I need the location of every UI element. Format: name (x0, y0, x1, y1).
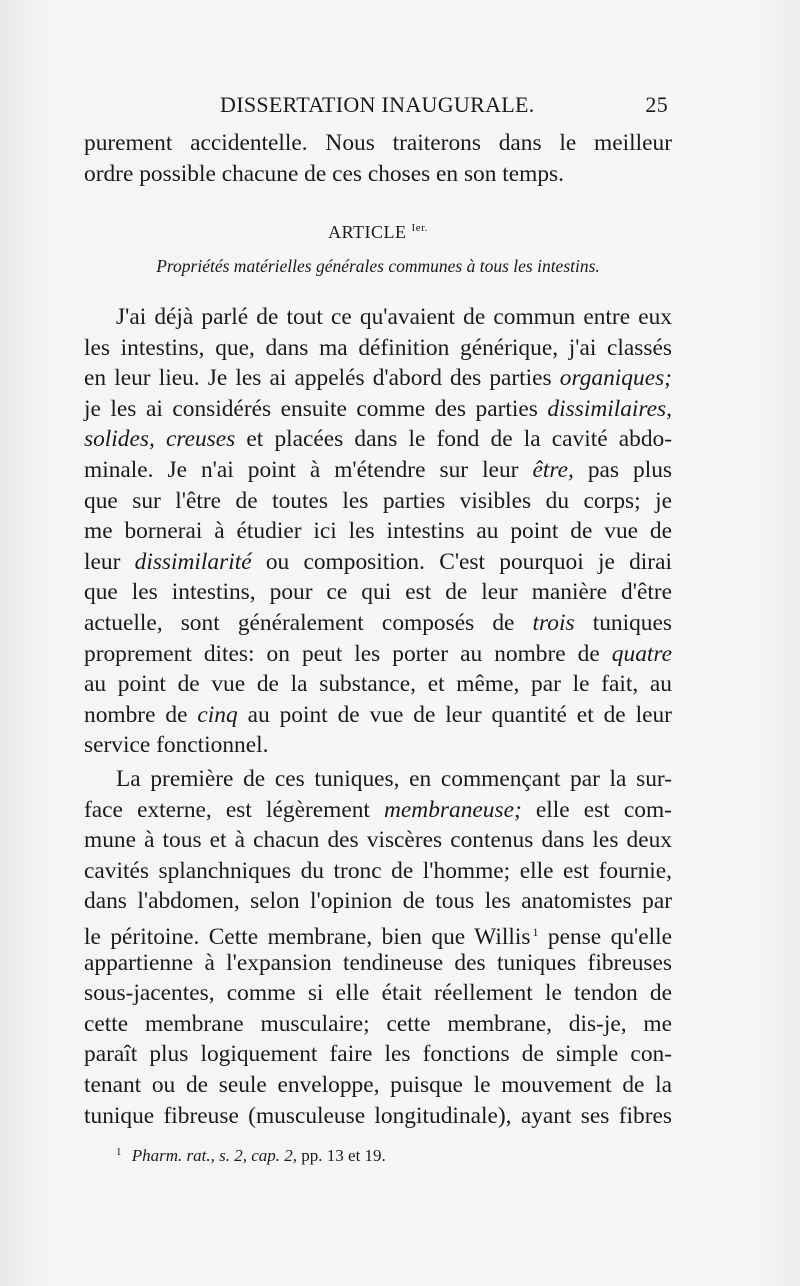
text-line: les intestins, que, dans ma définition générique, j'ai classés (84, 334, 672, 361)
text-line: dans l'abdomen, selon l'opinion de tous les anatomistes par (84, 888, 672, 915)
article-subtitle: Propriétés matérielles générales communes à tous les intestins. (156, 256, 600, 276)
text-line: que sur l'être de toutes les parties visibles du corps; je (84, 487, 672, 514)
text-line: leur dissimilarité ou composition. C'est pourquoi je dirai (84, 548, 672, 575)
paragraph-2 (84, 764, 672, 1131)
footnote-ref: 1 (532, 924, 539, 939)
intro-text (84, 128, 672, 189)
text-line: nombre de cinq au point de vue de leur quantité et de leur (84, 701, 672, 728)
text-line: que les intestins, pour ce qui est de leur manière d'être (84, 579, 672, 606)
text-line: cavités splanchniques du tronc de l'homme; elle est fournie, (84, 857, 672, 884)
text-line: en leur lieu. Je les ai appelés d'abord des parties organiques; (84, 365, 672, 392)
text-line: minale. Je n'ai point à m'étendre sur leur être, pas plus (84, 456, 673, 483)
page-header (84, 92, 668, 120)
article-number: Ier. (411, 222, 428, 234)
text-line: solides, creuses et placées dans le fond de la cavité abdo- (84, 426, 673, 453)
article-label: ARTICLE (328, 222, 407, 242)
emphasis: membraneuse; (384, 796, 522, 823)
running-title: DISSERTATION INAUGURALE. (220, 92, 535, 117)
footnote-marker: 1 (116, 1146, 122, 1158)
footnote-pages: pp. 13 et 19. (301, 1146, 386, 1165)
article-heading (84, 222, 672, 243)
text-line: je les ai considérés ensuite comme des parties dissimilaires, (84, 395, 672, 422)
text-line: au point de vue de la substance, et même, par le fait, au (84, 671, 672, 698)
emphasis: trois (532, 609, 575, 636)
text-line: face externe, est légèrement membraneuse; elle est com- (84, 796, 672, 823)
text-line: tenant ou de seule enveloppe, puisque le mouvement de la (84, 1071, 672, 1098)
page-number: 25 (645, 92, 668, 117)
text-line: service fonctionnel. (84, 732, 269, 759)
footnote-citation: Pharm. rat., s. 2, cap. 2, (131, 1146, 298, 1165)
text-line: le péritoine. Cette membrane, bien que Willis $^1$ pense qu'elle (84, 923, 672, 950)
emphasis: dissimilarité (134, 548, 252, 575)
footnote (116, 1146, 636, 1166)
emphasis: solides, creuses (84, 426, 236, 453)
text-line: La première de ces tuniques, en commençant par la sur- (116, 766, 672, 792)
text-line: J'ai déjà parlé de tout ce qu'avaient de commun entre eux (116, 304, 672, 330)
emphasis: cinq (197, 701, 238, 728)
text-line: actuelle, sont généralement composés de trois tuniques (84, 609, 672, 636)
text-line: tunique fibreuse (musculeuse longitudinale), ayant ses fibres (84, 1102, 672, 1129)
text-line: cette membrane musculaire; cette membrane, dis-je, me (84, 1010, 672, 1037)
emphasis: être, (532, 456, 574, 483)
emphasis: dissimilaires, (547, 395, 672, 422)
text-line: proprement dites: on peut les porter au nombre de quatre (84, 640, 672, 667)
paragraph-1 (84, 302, 672, 761)
text-line: me bornerai à étudier ici les intestins au point de vue de (84, 518, 672, 545)
emphasis: quatre (611, 640, 672, 667)
text-line: sous-jacentes, comme si elle était réellement le tendon de (84, 980, 672, 1007)
text-line: purement accidentelle. Nous traiterons dans le meilleur (84, 130, 672, 156)
text-line: ordre possible chacune de ces choses en son temps. (84, 160, 565, 187)
emphasis: organiques; (559, 365, 672, 392)
text-line: appartienne à l'expansion tendineuse des tuniques fibreuses (84, 949, 672, 976)
text-line: paraît plus logiquement faire les fonctions de simple con- (84, 1041, 672, 1068)
text-line: mune à tous et à chacun des viscères contenus dans les deux (84, 827, 672, 854)
